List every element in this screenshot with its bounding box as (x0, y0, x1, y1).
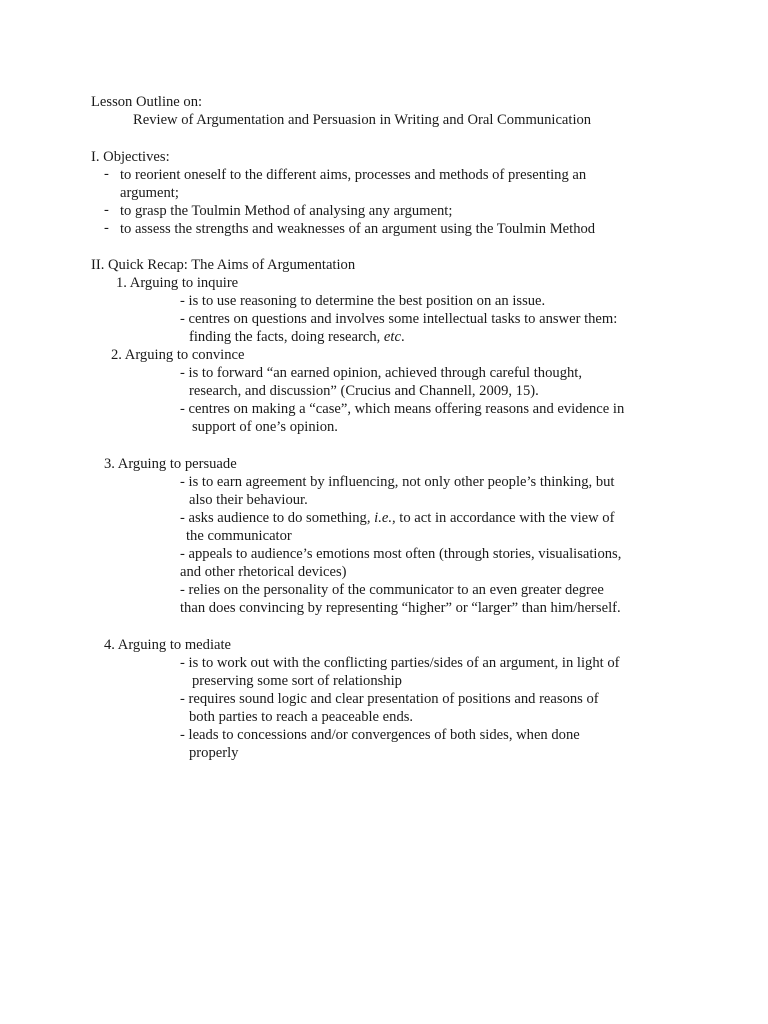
objective-item: to grasp the Toulmin Method of analysing any argument; (120, 203, 453, 219)
objectives-heading: I. Objectives: (91, 149, 170, 165)
aim-line-punct: . (400, 329, 405, 345)
outline-title: Review of Argumentation and Persuasion in Writing and Oral Communication (133, 112, 592, 128)
objective-item: to assess the strengths and weaknesses of an argument using the Toulmin Method (120, 221, 596, 237)
aim-line: - is to work out with the conflicting parties/sides of an argument, in light of (180, 655, 620, 671)
bullet-dash: - (104, 202, 109, 218)
aim-line: - requires sound logic and clear presentation of positions and reasons of (180, 691, 599, 707)
outline-label: Lesson Outline on: (91, 94, 203, 110)
aim-line: than does convincing by representing “higher” or “larger” than him/herself. (180, 600, 621, 616)
bullet-dash: - (104, 166, 109, 182)
objective-item-continued: argument; (120, 185, 179, 201)
aim-line-text: , to act in accordance with the view of (391, 510, 615, 526)
recap-heading: II. Quick Recap: The Aims of Argumentation (91, 257, 356, 273)
aim-line-italic: etc (383, 329, 401, 345)
aim-line-text: finding the facts, doing research, (189, 329, 384, 345)
aim-line-text: - asks audience to do something, (180, 510, 375, 526)
aim-line: - relies on the personality of the communicator to an even greater degree (180, 582, 604, 598)
aim-line: also their behaviour. (189, 492, 308, 508)
aim-line-italic: i.e. (374, 510, 392, 526)
aim-line: and other rhetorical devices) (180, 564, 347, 580)
aim-line: - appeals to audience’s emotions most often (through stories, visualisations, (180, 546, 622, 562)
aim-line: - leads to concessions and/or convergences of both sides, when done (180, 727, 580, 743)
aim-title-mediate: 4. Arguing to mediate (104, 637, 232, 653)
aim-title-convince: 2. Arguing to convince (111, 347, 245, 363)
aim-title-inquire: 1. Arguing to inquire (116, 275, 239, 291)
aim-line: the communicator (186, 528, 292, 544)
bullet-dash: - (104, 220, 109, 236)
aim-line: - is to earn agreement by influencing, not only other people’s thinking, but (180, 474, 615, 490)
aim-line: - is to use reasoning to determine the best position on an issue. (180, 293, 546, 309)
aim-line (180, 509, 614, 527)
aim-line: research, and discussion” (Crucius and Channell, 2009, 15). (189, 383, 539, 399)
aim-line: support of one’s opinion. (192, 419, 338, 435)
aim-line: - is to forward “an earned opinion, achieved through careful thought, (180, 365, 582, 381)
aim-line: - centres on questions and involves some intellectual tasks to answer them: (180, 311, 618, 327)
aim-line: - centres on making a “case”, which means offering reasons and evidence in (180, 401, 625, 417)
aim-line: preserving some sort of relationship (192, 673, 402, 689)
aim-line: properly (189, 745, 239, 761)
aim-line: both parties to reach a peaceable ends. (189, 709, 414, 725)
objective-item: to reorient oneself to the different aims, processes and methods of presenting an (120, 167, 587, 183)
aim-title-persuade: 3. Arguing to persuade (104, 456, 237, 472)
aim-line (189, 328, 405, 346)
